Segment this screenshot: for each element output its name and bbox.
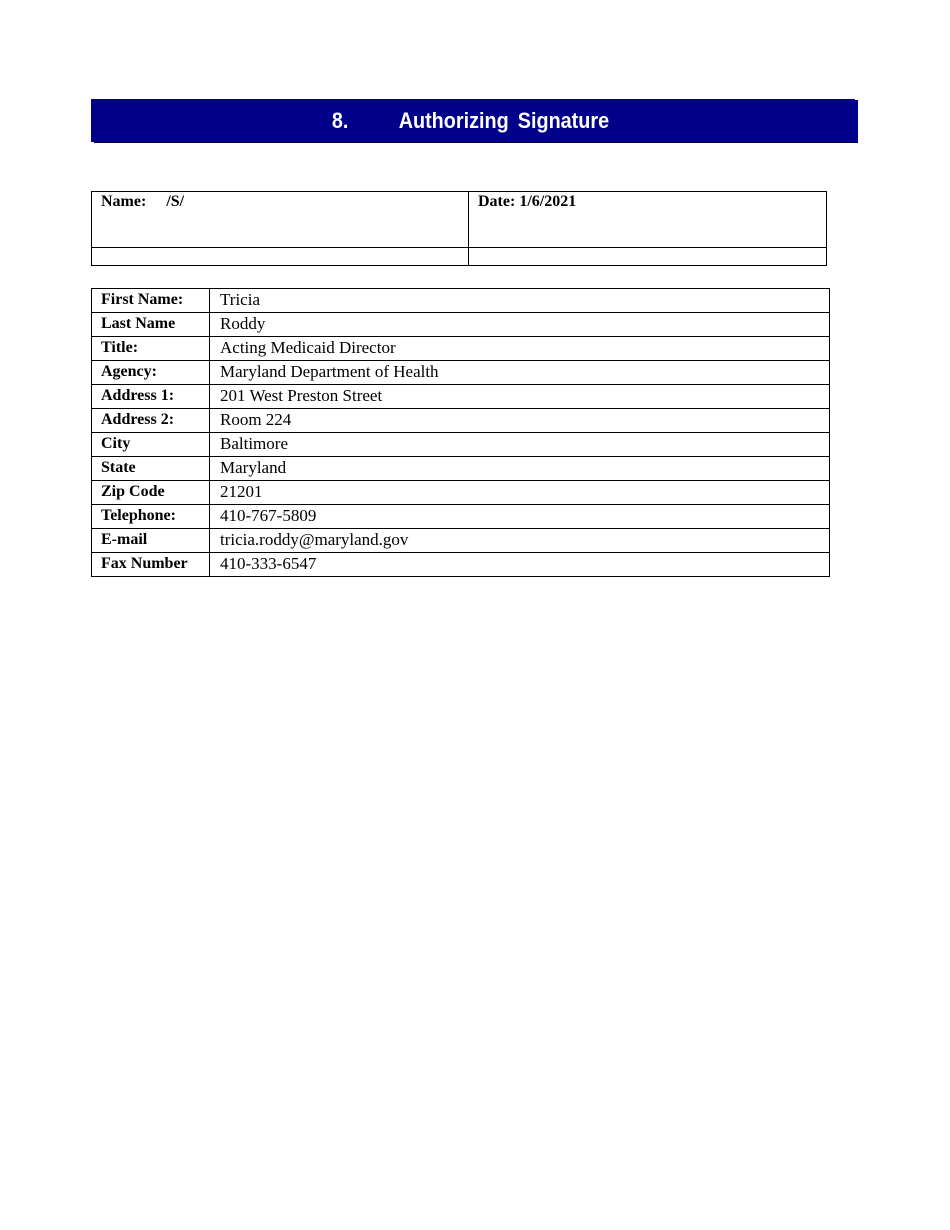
field-value: 21201 (210, 481, 830, 505)
signature-name-cell (92, 192, 469, 248)
table-row (92, 457, 830, 481)
signature-date-label: Date: (478, 193, 516, 210)
signature-table (91, 191, 827, 266)
signature-blank-row (92, 248, 827, 266)
blank-cell (469, 248, 827, 266)
field-value: tricia.roddy@maryland.gov (210, 529, 830, 553)
signature-name-value: /S/ (166, 193, 185, 210)
field-value: Room 224 (210, 409, 830, 433)
table-row (92, 505, 830, 529)
field-label: City (92, 433, 210, 457)
field-value: 410-333-6547 (210, 553, 830, 577)
table-row (92, 409, 830, 433)
section-title: Authorizing Signature (398, 108, 610, 133)
section-header (94, 100, 858, 143)
field-value: 201 West Preston Street (210, 385, 830, 409)
table-row (92, 433, 830, 457)
field-value: 410-767-5809 (210, 505, 830, 529)
field-value: Roddy (210, 313, 830, 337)
field-label: Address 2: (92, 409, 210, 433)
section-number: 8. (331, 108, 349, 133)
field-label: Title: (92, 337, 210, 361)
field-label: First Name: (92, 289, 210, 313)
field-label: Agency: (92, 361, 210, 385)
contact-info-table (91, 288, 830, 577)
field-label: Telephone: (92, 505, 210, 529)
signature-name-label: Name: (101, 193, 147, 210)
signature-row (92, 192, 827, 248)
table-row (92, 289, 830, 313)
table-row (92, 361, 830, 385)
blank-cell (92, 248, 469, 266)
field-label: Address 1: (92, 385, 210, 409)
field-value: Maryland (210, 457, 830, 481)
field-value: Tricia (210, 289, 830, 313)
signature-date-cell (469, 192, 827, 248)
field-value: Maryland Department of Health (210, 361, 830, 385)
signature-date-value: 1/6/2021 (519, 193, 577, 210)
table-row (92, 529, 830, 553)
table-row (92, 481, 830, 505)
table-row (92, 553, 830, 577)
table-row (92, 385, 830, 409)
field-label: Last Name (92, 313, 210, 337)
field-value: Acting Medicaid Director (210, 337, 830, 361)
field-label: State (92, 457, 210, 481)
field-label: E-mail (92, 529, 210, 553)
field-label: Fax Number (92, 553, 210, 577)
table-row (92, 337, 830, 361)
table-row (92, 313, 830, 337)
field-value: Baltimore (210, 433, 830, 457)
field-label: Zip Code (92, 481, 210, 505)
